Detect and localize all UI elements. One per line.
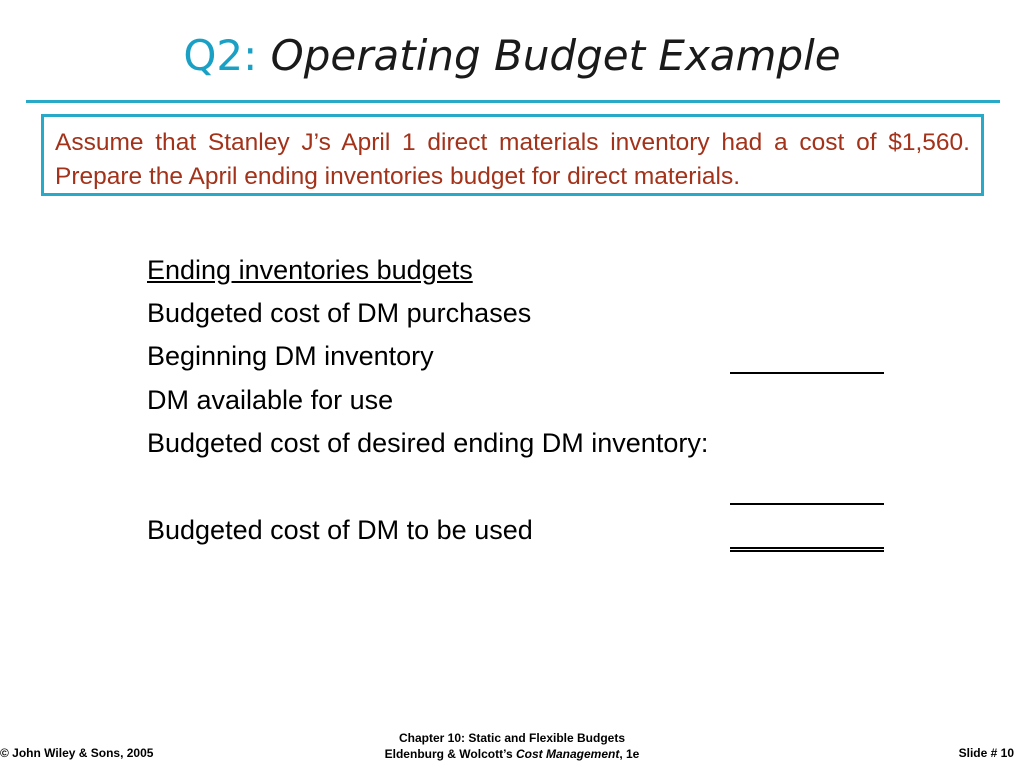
- row-dm-to-be-used: Budgeted cost of DM to be used: [147, 515, 533, 545]
- double-blank-dm-used: [730, 547, 884, 552]
- footer-book-suffix: , 1e: [619, 747, 640, 761]
- footer-copyright: © John Wiley & Sons, 2005: [0, 746, 154, 760]
- slide-title: [0, 30, 1024, 82]
- row-dm-available: DM available for use: [147, 385, 394, 415]
- prompt-text: Assume that Stanley J’s April 1 direct materials inventory had a cost of $1,560. Prepare the April ending inventories budget for direct materials.: [55, 129, 970, 190]
- footer-center: [312, 730, 712, 762]
- row-desired-ending: Budgeted cost of desired ending DM inventory:: [147, 428, 709, 458]
- title-divider: [26, 100, 1000, 103]
- footer-slide-number: Slide # 10: [958, 746, 1014, 760]
- title-main: Operating Budget Example: [270, 31, 841, 80]
- row-dm-purchases: Budgeted cost of DM purchases: [147, 298, 532, 328]
- blank-desired-ending: [730, 503, 884, 505]
- footer-chapter: Chapter 10: Static and Flexible Budgets: [398, 731, 626, 745]
- blank-beginning-inventory: [730, 372, 884, 374]
- footer-book: [312, 746, 712, 762]
- footer-book-prefix: Eldenburg & Wolcott’s: [384, 747, 516, 761]
- row-beginning-inventory: Beginning DM inventory: [147, 341, 434, 371]
- title-prefix: Q2:: [183, 31, 258, 80]
- budget-heading: Ending inventories budgets: [147, 255, 473, 285]
- footer-book-title: Cost Management: [515, 747, 620, 761]
- prompt-box: [41, 114, 984, 196]
